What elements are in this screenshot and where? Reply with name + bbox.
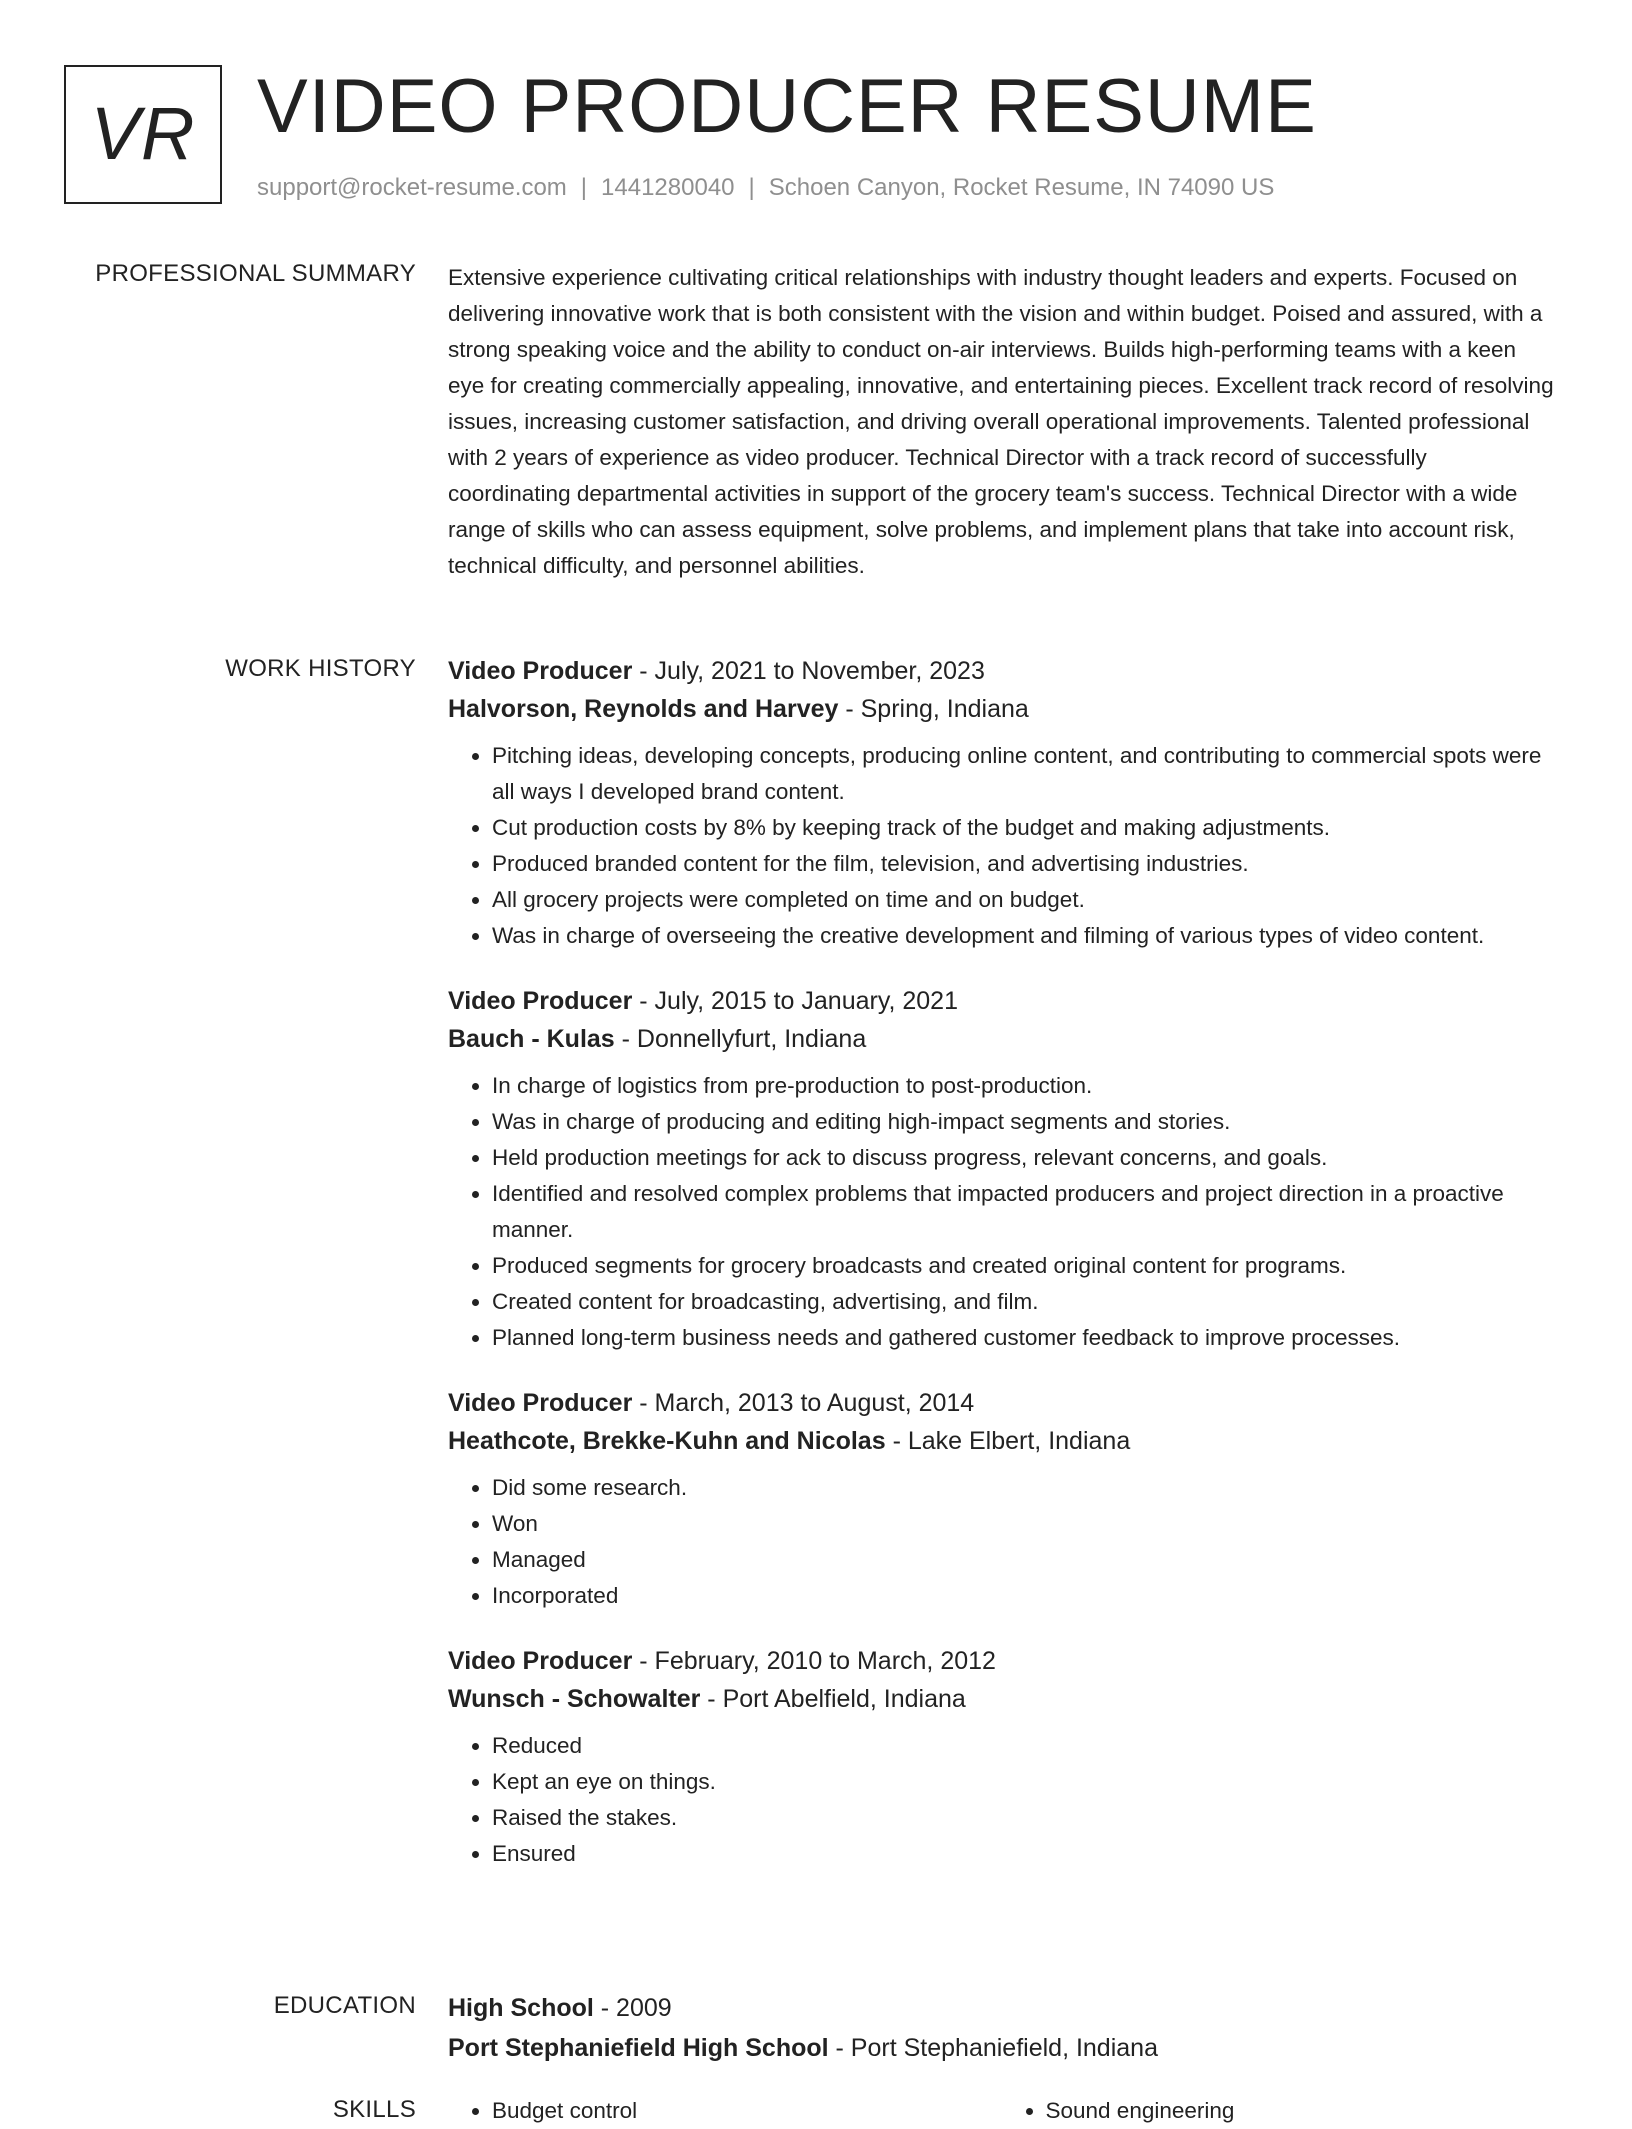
job-title: Video Producer — [448, 1647, 633, 1675]
skills-list-right — [1002, 2093, 1556, 2129]
skills-heading: SKILLS — [332, 2096, 416, 2123]
job-bullet: • Raised the stakes. — [492, 1800, 1555, 1836]
job-title: Video Producer — [448, 657, 633, 685]
monogram-box — [64, 65, 222, 204]
education-year: - 2009 — [593, 1994, 672, 2022]
skills-section — [448, 2093, 1555, 2129]
job-bullet: • Identified and resolved complex problems that impacted producers and project direction in a proactive manner. — [492, 1176, 1555, 1248]
job-bullets — [448, 1728, 1555, 1872]
education-school-line — [448, 2028, 1555, 2068]
job-entry — [448, 652, 1555, 954]
job-bullet: • Created content for broadcasting, advertising, and film. — [492, 1284, 1555, 1320]
education-heading: EDUCATION — [273, 1992, 416, 2019]
job-bullet: • Managed — [492, 1542, 1555, 1578]
job-bullet: • Ensured — [492, 1836, 1555, 1872]
job-title-line — [448, 1384, 1555, 1422]
job-location: - Donnellyfurt, Indiana — [614, 1025, 867, 1053]
education-degree-line — [448, 1988, 1555, 2028]
skills-list-left — [448, 2093, 1002, 2129]
job-bullets — [448, 1068, 1555, 1356]
skills-grid — [448, 2093, 1555, 2129]
job-title-line — [448, 1642, 1555, 1680]
job-company: Heathcote, Brekke-Kuhn and Nicolas — [448, 1427, 886, 1455]
job-dates: - July, 2021 to November, 2023 — [632, 657, 985, 685]
job-bullet: • Kept an eye on things. — [492, 1764, 1555, 1800]
job-bullet: • In charge of logistics from pre-production to post-production. — [492, 1068, 1555, 1104]
work-history-heading: WORK HISTORY — [225, 655, 416, 682]
job-company-line — [448, 690, 1555, 728]
job-bullet: • Reduced — [492, 1728, 1555, 1764]
summary-section — [448, 260, 1555, 584]
job-company: Halvorson, Reynolds and Harvey — [448, 695, 839, 723]
job-dates: - March, 2013 to August, 2014 — [632, 1389, 975, 1417]
job-bullet: • Did some research. — [492, 1470, 1555, 1506]
education-location: - Port Stephaniefield, Indiana — [828, 2034, 1158, 2062]
resume-title: VIDEO PRODUCER RESUME — [257, 64, 1317, 149]
job-title: Video Producer — [448, 987, 633, 1015]
job-title-line — [448, 652, 1555, 690]
job-bullet: • All grocery projects were completed on time and on budget. — [492, 882, 1555, 918]
job-bullet: • Produced segments for grocery broadcasts and created original content for programs. — [492, 1248, 1555, 1284]
education-section — [448, 1988, 1555, 2068]
job-bullet: • Cut production costs by 8% by keeping track of the budget and making adjustments. — [492, 810, 1555, 846]
education-degree: High School — [448, 1994, 594, 2022]
resume-header — [64, 65, 1568, 215]
contact-separator: | — [748, 174, 755, 201]
job-company: Bauch - Kulas — [448, 1025, 615, 1053]
job-bullet: • Produced branded content for the film, television, and advertising industries. — [492, 846, 1555, 882]
skill-item: • Sound engineering — [1046, 2093, 1556, 2129]
job-bullet: • Incorporated — [492, 1578, 1555, 1614]
contact-phone: 1441280040 — [601, 174, 735, 201]
contact-separator: | — [580, 174, 588, 201]
job-company-line — [448, 1422, 1555, 1460]
job-bullet: • Was in charge of overseeing the creative development and filming of various types of video content. — [492, 918, 1555, 954]
work-history-section — [448, 652, 1555, 1900]
job-dates: - July, 2015 to January, 2021 — [632, 987, 958, 1015]
job-entry — [448, 1384, 1555, 1614]
job-dates: - February, 2010 to March, 2012 — [632, 1647, 996, 1675]
contact-line — [257, 174, 1274, 202]
job-location: - Lake Elbert, Indiana — [885, 1427, 1131, 1455]
job-company: Wunsch - Schowalter — [448, 1685, 701, 1713]
contact-email: support@rocket-resume.com — [257, 174, 567, 201]
job-company-line — [448, 1680, 1555, 1718]
education-school: Port Stephaniefield High School — [448, 2034, 829, 2062]
job-bullet: • Was in charge of producing and editing high-impact segments and stories. — [492, 1104, 1555, 1140]
contact-address: Schoen Canyon, Rocket Resume, IN 74090 US — [768, 174, 1275, 201]
job-company-line — [448, 1020, 1555, 1058]
job-bullets — [448, 1470, 1555, 1614]
job-title: Video Producer — [448, 1389, 633, 1417]
summary-heading: PROFESSIONAL SUMMARY — [95, 260, 416, 287]
job-title-line — [448, 982, 1555, 1020]
job-bullet: • Held production meetings for ack to discuss progress, relevant concerns, and goals. — [492, 1140, 1555, 1176]
job-entry — [448, 1642, 1555, 1872]
job-bullet: • Won — [492, 1506, 1555, 1542]
monogram-initials: VR — [90, 92, 196, 175]
job-bullets — [448, 738, 1555, 954]
job-location: - Spring, Indiana — [838, 695, 1029, 723]
skill-item: • Budget control — [492, 2093, 1002, 2129]
job-bullet: • Pitching ideas, developing concepts, producing online content, and contributing to commercial spots were all ways I developed brand content. — [492, 738, 1555, 810]
job-location: - Port Abelfield, Indiana — [700, 1685, 966, 1713]
summary-text: Extensive experience cultivating critical relationships with industry thought leaders and experts. Focused on delivering innovative work that is both consistent with the vision and within budget. Poised and assured, with a strong speaking voice and the ability to conduct on-air interviews. Builds high-performing teams with a keen eye for creating commercially appealing, innovative, and entertaining pieces. Excellent track record of resolving issues, increasing customer satisfaction, and driving overall operational improvements. Talented professional with 2 years of experience as video producer. Technical Director with a track record of successfully coordinating departmental activities in support of the grocery team's success. Technical Director with a wide range of skills who can assess equipment, solve problems, and implement plans that take into account risk, technical difficulty, and personnel abilities. — [448, 265, 1554, 578]
job-bullet: • Planned long-term business needs and gathered customer feedback to improve processes. — [492, 1320, 1555, 1356]
job-entry — [448, 982, 1555, 1356]
